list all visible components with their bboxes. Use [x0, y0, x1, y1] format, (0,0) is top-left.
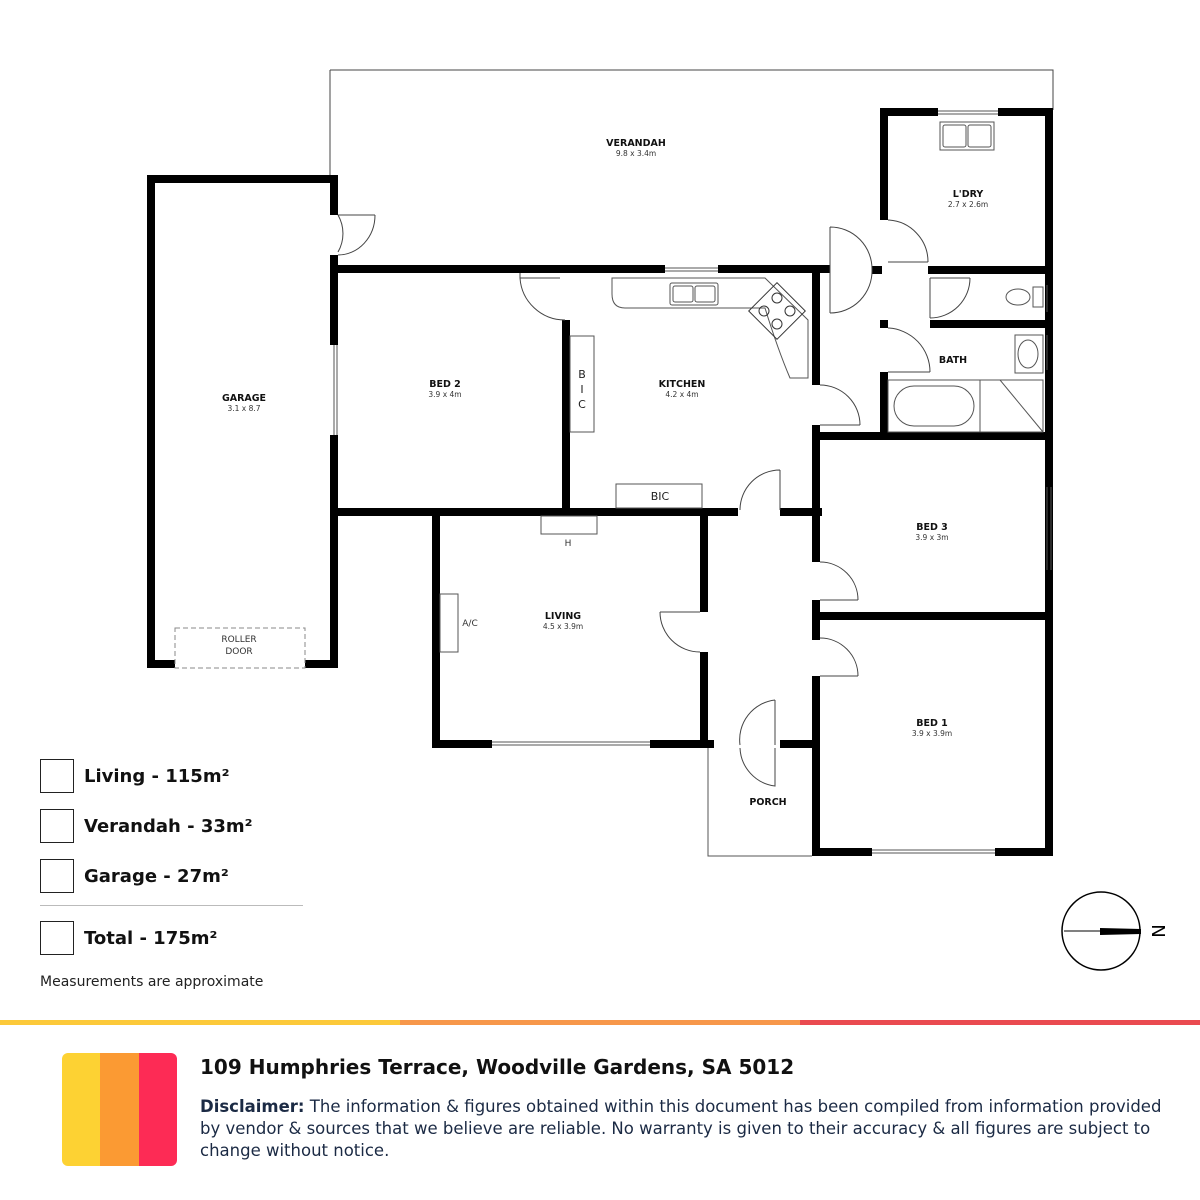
bed3-dims: 3.9 x 3m	[915, 533, 949, 542]
basin	[1015, 335, 1043, 373]
bed1-dims: 3.9 x 3.9m	[911, 729, 953, 738]
legend-swatch	[40, 921, 74, 955]
bic-label-horizontal: BIC	[650, 490, 670, 503]
aircon-label: A/C	[462, 619, 478, 629]
roller-door-label-2: DOOR	[225, 647, 253, 657]
bic-label-i: I	[580, 383, 584, 396]
legend-verandah: Verandah - 33m²	[84, 815, 253, 837]
bath-name: BATH	[938, 355, 968, 366]
measurement-note: Measurements are approximate	[40, 974, 264, 990]
bic-label-c: C	[578, 398, 586, 411]
living-name: LIVING	[544, 611, 582, 622]
toilet	[1006, 287, 1043, 307]
compass-north-label: N	[1147, 924, 1168, 938]
bed2-name: BED 2	[429, 379, 461, 390]
verandah-dims: 9.8 x 3.4m	[615, 149, 657, 158]
laundry-dims: 2.7 x 2.6m	[947, 200, 989, 209]
cooktop	[749, 283, 806, 340]
kitchen-dims: 4.2 x 4m	[665, 390, 699, 399]
brand-logo	[62, 1053, 177, 1166]
living-dims: 4.5 x 3.9m	[542, 622, 584, 631]
legend-row-verandah	[40, 808, 310, 844]
legend-divider	[40, 905, 303, 906]
legend-total: Total - 175m²	[84, 927, 218, 949]
heater-label: H	[564, 539, 572, 549]
verandah-name: VERANDAH	[606, 138, 666, 149]
disclaimer-text: The information & figures obtained within this document has been compiled from information provided by vendor & sources that we believe are reliable. No warranty is given to their accuracy & all figures are subject to change without notice.	[200, 1097, 1162, 1160]
legend-swatch	[40, 859, 74, 893]
kitchen-name: KITCHEN	[658, 379, 706, 390]
laundry-name: L'DRY	[952, 189, 984, 200]
garage-dims: 3.1 x 8.7	[227, 404, 261, 413]
bathtub	[888, 380, 1043, 432]
bic-label-b: B	[578, 368, 586, 381]
bed1-name: BED 1	[916, 718, 948, 729]
area-legend	[40, 758, 310, 908]
legend-swatch	[40, 809, 74, 843]
bed3-name: BED 3	[916, 522, 948, 533]
legend-swatch	[40, 759, 74, 793]
legend-living: Living - 115m²	[84, 765, 230, 787]
heater-ac	[440, 516, 597, 652]
verandah-outline	[330, 70, 1053, 178]
bic-cupboards	[570, 336, 702, 508]
disclaimer	[200, 1096, 1180, 1162]
garage-name: GARAGE	[221, 393, 267, 404]
legend-row-living	[40, 758, 310, 794]
compass-icon	[1062, 892, 1168, 970]
roller-door-label-1: ROLLER	[221, 635, 257, 645]
bed2-dims: 3.9 x 4m	[428, 390, 462, 399]
disclaimer-label: Disclaimer:	[200, 1097, 305, 1116]
laundry-tubs	[940, 122, 994, 150]
property-address: 109 Humphries Terrace, Woodville Gardens, SA 5012	[200, 1055, 795, 1079]
porch-name: PORCH	[749, 797, 787, 808]
legend-row-garage	[40, 858, 310, 894]
stripe-yellow	[0, 1020, 400, 1025]
stripe-orange	[400, 1020, 800, 1025]
legend-row-total	[40, 921, 217, 955]
legend-garage: Garage - 27m²	[84, 865, 229, 887]
stripe-red	[800, 1020, 1200, 1025]
walls	[147, 108, 1053, 856]
